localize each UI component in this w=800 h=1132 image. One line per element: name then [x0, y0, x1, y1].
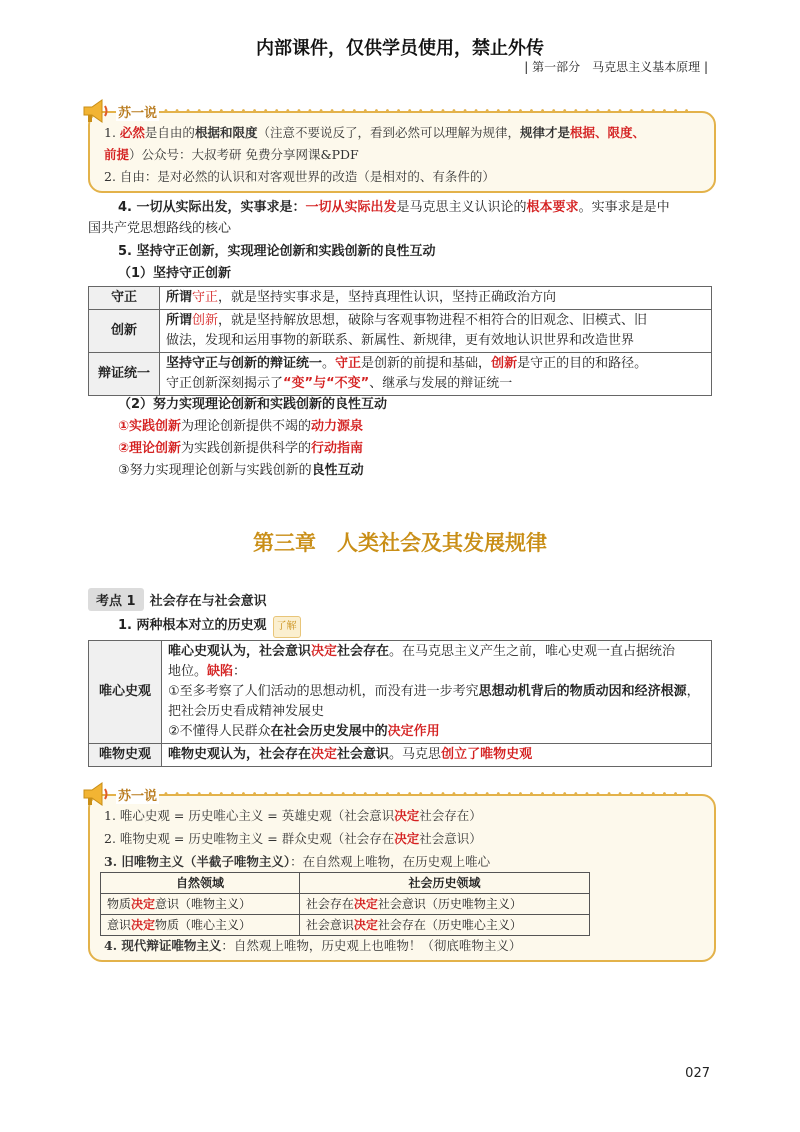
para-5-item-2: ②理论创新为实践创新提供科学的行动指南	[118, 441, 364, 456]
note2-line-1: 1. 唯心史观 = 历史唯心主义 = 英雄史观（社会意识决定社会存在）	[104, 808, 482, 823]
row-label: 守正	[89, 287, 160, 310]
row-content: 唯心史观认为，社会意识决定社会存在。在马克思主义产生之前，唯心史观一直占据统治 地位。缺陷： ①至多考察了人们活动的思想动机，而没有进一步考究思想动机背后的物质动因和经济根源， 把社会历史看成精神发展史 ②不懂得人民群众在社会历史发展中的决定作用	[162, 641, 712, 744]
row-content: 所谓守正，就是坚持实事求是，坚持真理性认识，坚持正确政治方向	[160, 287, 712, 310]
confidential-notice: 内部课件，仅供学员使用，禁止外传	[256, 38, 544, 59]
table-row	[101, 915, 590, 936]
para-5-item-3: ③努力实现理论创新与实践创新的良性互动	[118, 463, 364, 478]
table-cell: 物质决定意识（唯物主义）	[101, 894, 300, 915]
historical-views-table	[88, 640, 712, 767]
table-cell: 社会意识决定社会存在（历史唯心主义）	[299, 915, 589, 936]
chapter-title: 第三章 人类社会及其发展规律	[253, 531, 547, 555]
row-content: 坚持守正与创新的辩证统一。守正是创新的前提和基础，创新是守正的目的和路径。 守正创新深刻揭示了“变”与“不变”、继承与发展的辩证统一	[160, 353, 712, 396]
table-cell: 社会存在决定社会意识（历史唯物主义）	[299, 894, 589, 915]
column-header: 社会历史领域	[299, 873, 589, 894]
keypoint-number: 考点 1	[88, 588, 144, 611]
dotted-divider: • • • • • • • • • • • • • • • • • • • • • • • • • • • • • • • • • • • • • • • • • • • • • • • •	[163, 105, 691, 117]
note1-line-1: 1. 必然是自由的根据和限度（注意不要说反了，看到必然可以理解为规律，规律才是根据、限度、	[104, 125, 645, 140]
row-content: 唯物史观认为，社会存在决定社会意识。马克思创立了唯物史观	[162, 744, 712, 767]
column-header: 自然领域	[101, 873, 300, 894]
row-label: 唯物史观	[89, 744, 162, 767]
para-4-line-1: 4. 一切从实际出发，实事求是：一切从实际出发是马克思主义认识论的根本要求。实事求是是中	[118, 200, 670, 215]
row-label: 唯心史观	[89, 641, 162, 744]
row-label: 辩证统一	[89, 353, 160, 396]
note1-line-2: 前提）公众号：大叔考研 免费分享网课&PDF	[104, 147, 359, 162]
row-content: 所谓创新，就是坚持解放思想，破除与客观事物进程不相符合的旧观念、旧模式、旧 做法，发现和运用事物的新联系、新属性、新规律，更有效地认识世界和改造世界	[160, 310, 712, 353]
note-box-1	[88, 105, 716, 193]
note-header-2	[80, 780, 691, 808]
section-tag: | 第一部分 马克思主义基本原理 |	[524, 60, 708, 74]
para-5-sub1: （1）坚持守正创新	[118, 266, 232, 281]
table-row	[101, 894, 590, 915]
para-5-item-1: ①实践创新为理论创新提供不竭的动力源泉	[118, 419, 364, 434]
keypoint-title: 社会存在与社会意识	[149, 594, 267, 609]
keypoint-header	[88, 588, 267, 611]
table-row	[89, 744, 712, 767]
dotted-divider: • • • • • • • • • • • • • • • • • • • • • • • • • • • • • • • • • • • • • • • • • • • • • • • •	[163, 788, 691, 800]
megaphone-icon	[80, 97, 110, 125]
para-5-title: 5. 坚持守正创新，实现理论创新和实践创新的良性互动	[118, 244, 436, 259]
note-header-1	[80, 97, 691, 125]
table-row	[89, 310, 712, 353]
note2-line-3: 3. 旧唯物主义（半截子唯物主义）：在自然观上唯物，在历史观上唯心	[104, 854, 491, 869]
table-row	[89, 641, 712, 744]
table-row	[89, 353, 712, 396]
para-5-sub2: （2）努力实现理论创新和实践创新的良性互动	[118, 397, 388, 412]
megaphone-icon	[80, 780, 110, 808]
table-header-row	[101, 873, 590, 894]
page-number: 027	[685, 1066, 710, 1081]
note-label: 苏一说	[116, 785, 159, 804]
table-row	[89, 287, 712, 310]
shouzheng-chuangxin-table	[88, 286, 712, 396]
note1-line-3: 2. 自由：是对必然的认识和对客观世界的改造（是相对的、有条件的）	[104, 169, 495, 184]
para-4-line-2: 国共产党思想路线的核心	[88, 221, 232, 236]
old-materialism-table	[100, 872, 590, 936]
table-cell: 意识决定物质（唯心主义）	[101, 915, 300, 936]
note-label: 苏一说	[116, 102, 159, 121]
row-label: 创新	[89, 310, 160, 353]
note2-line-2: 2. 唯物史观 = 历史唯物主义 = 群众史观（社会存在决定社会意识）	[104, 831, 482, 846]
level-badge: 了解	[273, 616, 301, 638]
note2-line-4: 4. 现代辩证唯物主义：自然观上唯物，历史观上也唯物！（彻底唯物主义）	[104, 938, 522, 953]
keypoint-item-1: 1. 两种根本对立的历史观 了解	[118, 616, 301, 638]
